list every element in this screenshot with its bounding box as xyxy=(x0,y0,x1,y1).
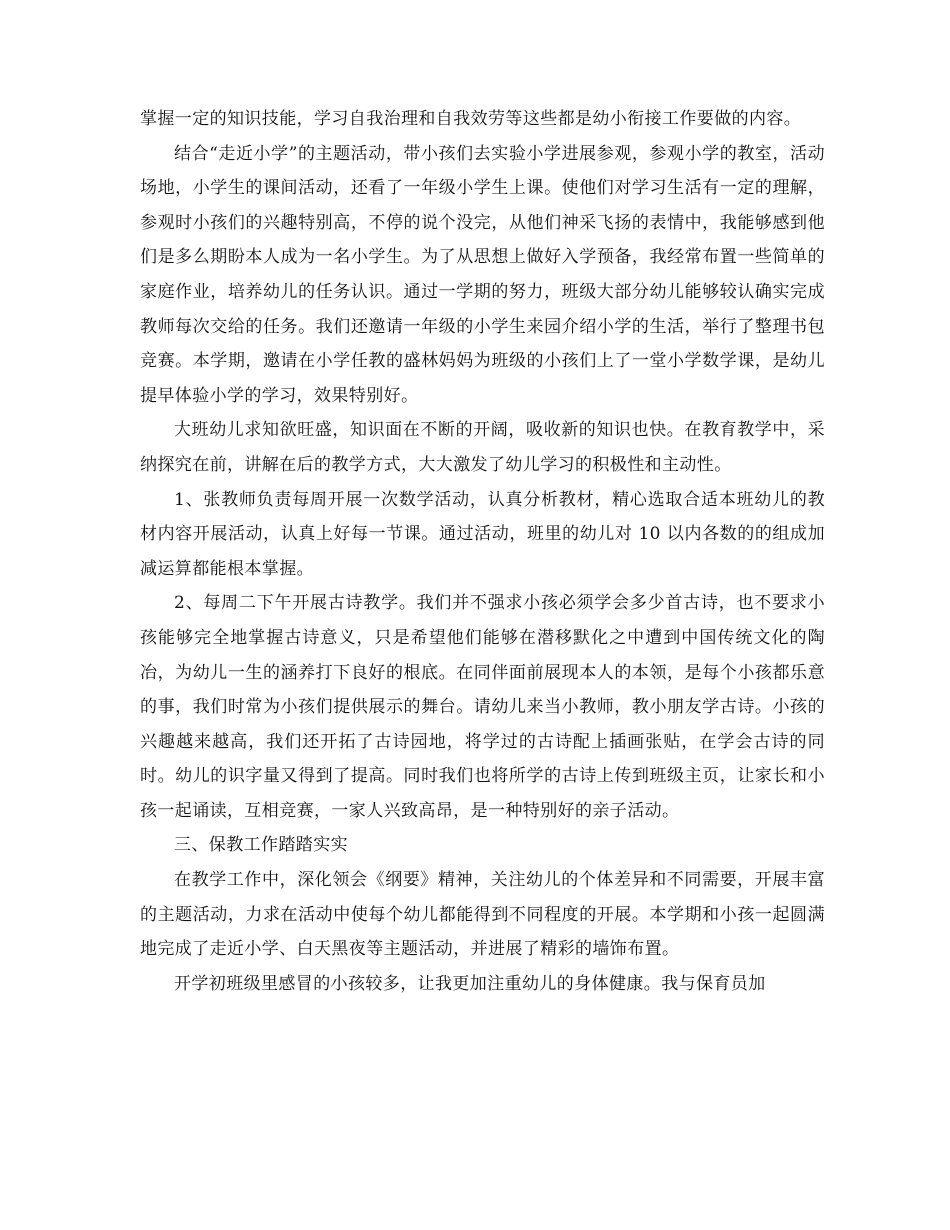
paragraph-thematic-activities: 在教学工作中，深化领会《纲要》精神，关注幼儿的个体差异和不同需要，开展丰富的主题活动，力求在活动中使每个幼儿都能得到不同程度的开展。本学期和小孩一起圆满地完成了走近小学、白天黑夜等主题活动，并进展了精彩的墙饰布置。 xyxy=(140,870,825,960)
paragraph-teaching-method: 大班幼儿求知欲旺盛，知识面在不断的开阔，吸收新的知识也快。在教育教学中，采纳探究在前，讲解在后的教学方式，大大激发了幼儿学习的积极性和主动性。 xyxy=(140,420,825,475)
paragraph-health-care: 开学初班级里感冒的小孩较多，让我更加注重幼儿的身体健康。我与保育员加 xyxy=(174,973,766,994)
paragraph-school-visit: 结合“走近小学”的主题活动，带小孩们去实验小学进展参观，参观小学的教室，活动场地，小学生的课间活动，还看了一年级小学生上课。使他们对学习生活有一定的理解，参观时小孩们的兴趣特别高，不停的说个没完，从他们神采飞扬的表情中，我能够感到他们是多么期盼本人成为一名小学生。为了从思想上做好入学预备，我经常布置一些简单的家庭作业，培养幼儿的任务认识。通过一学期的努力，班级大部分幼儿能够较认确实完成教师每次交给的任务。我们还邀请一年级的小学生来园介绍小学的生活，举行了整理书包竞赛。本学期，邀请在小学任教的盛林妈妈为班级的小孩们上了一堂小学数学课，是幼儿提早体验小学的学习，效果特别好。 xyxy=(140,143,825,406)
section-heading-care-education: 三、保教工作踏踏实实 xyxy=(174,835,348,856)
document-body xyxy=(140,102,825,1001)
paragraph-math-activity: 1、张教师负责每周开展一次数学活动，认真分析教材，精心选取合适本班幼儿的教材内容开展活动，认真上好每一节课。通过活动，班里的幼儿对 10 以内各数的的组成加减运算都能根本掌握。 xyxy=(140,489,825,579)
paragraph-poetry-teaching: 2、每周二下午开展古诗教学。我们并不强求小孩必须学会多少首古诗，也不要求小孩能够完全地掌握古诗意义，只是希望他们能够在潜移默化之中遭到中国传统文化的陶冶，为幼儿一生的涵养打下良好的根底。在同伴面前展现本人的本领，是每个小孩都乐意的事，我们时常为小孩们提供展示的舞台。请幼儿来当小教师，教小朋友学古诗。小孩的兴趣越来越高，我们还开拓了古诗园地，将学过的古诗配上插画张贴，在学会古诗的同时。幼儿的识字量又得到了提高。同时我们也将所学的古诗上传到班级主页，让家长和小孩一起诵读，互相竞赛，一家人兴致高昂，是一种特别好的亲子活动。 xyxy=(140,593,825,821)
paragraph-continuation: 掌握一定的知识技能，学习自我治理和自我效劳等这些都是幼小衔接工作要做的内容。 xyxy=(140,109,802,129)
